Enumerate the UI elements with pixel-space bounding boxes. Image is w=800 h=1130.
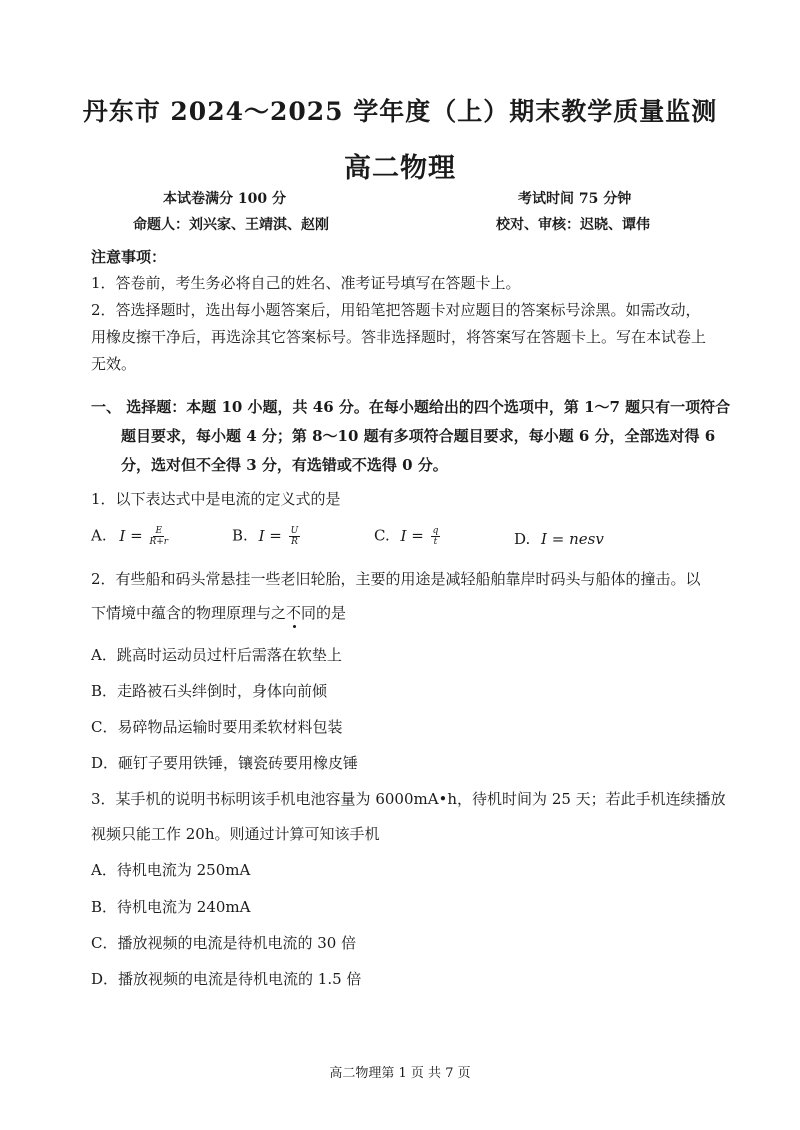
q1-d-label: D. (514, 530, 531, 548)
q2-emphasis-char: 不 (286, 604, 302, 622)
q1-a-numerator: E (155, 526, 163, 536)
q1-a-denominator: R+r (149, 537, 169, 547)
q1-b-eq: = (269, 526, 282, 545)
q2-option-b: B．走路被石头绊倒时，身体向前倾 (91, 682, 328, 700)
reviewers: 校对、审核：迟晓、谭伟 (496, 217, 650, 233)
q2-line-1: 2．有些船和码头常悬挂一些老旧轮胎，主要的用途是减轻船舶靠岸时码头与船体的撞击。以 (91, 570, 701, 588)
notes-item-2-line-2: 用橡皮擦干净后，再选涂其它答案标号。答非选择题时，将答案写在答题卡上。写在本试卷上 (91, 328, 707, 346)
q1-option-a (91, 526, 168, 547)
notes-item-1: 1．答卷前，考生务必将自己的姓名、准考证号填写在答题卡上。 (91, 274, 521, 292)
q1-c-eq: = (411, 526, 424, 545)
notes-item-2-line-1: 2．答选择题时，选出每小题答案后，用铅笔把答题卡对应题目的答案标号涂黑。如需改动， (91, 301, 701, 319)
q3-line-2: 视频只能工作 20h。则通过计算可知该手机 (91, 825, 380, 843)
q3-line-1: 3．某手机的说明书标明该手机电池容量为 6000mA•h，待机时间为 25 天；若此手机连续播放 (91, 790, 726, 808)
q1-d-var: I (541, 530, 547, 548)
section-1-line-2: 题目要求，每小题 4 分；第 8～10 题有多项符合题目要求，每小题 6 分，全部选对得 6 (121, 427, 716, 445)
q1-a-label: A. (91, 526, 107, 545)
exam-title: 丹东市 2024～2025 学年度（上）期末教学质量监测 (82, 97, 718, 126)
q1-stem: 1．以下表达式中是电流的定义式的是 (91, 490, 341, 508)
authors: 命题人：刘兴家、王靖淇、赵刚 (133, 217, 329, 233)
q3-option-d: D．播放视频的电流是待机电流的 1.5 倍 (91, 970, 362, 988)
q1-option-c (374, 526, 440, 547)
q2-line-2 (91, 602, 346, 623)
q2-line-2-pre: 下情境中蕴含的物理原理与之 (91, 604, 287, 622)
q1-a-var: I (119, 526, 126, 545)
q1-d-eq: = (551, 530, 565, 548)
q2-option-a: A．跳高时运动员过杆后需落在软垫上 (91, 646, 342, 664)
q1-c-label: C. (374, 526, 390, 545)
q1-c-var: I (400, 526, 407, 545)
q3-option-c: C．播放视频的电流是待机电流的 30 倍 (91, 934, 357, 952)
notes-item-2-line-3: 无效。 (91, 355, 137, 373)
q1-option-d (514, 530, 604, 548)
q1-b-denominator: R (291, 537, 298, 547)
q1-c-fraction (431, 526, 441, 547)
q1-b-numerator: U (290, 526, 299, 536)
page-footer: 高二物理第 1 页 共 7 页 (329, 1066, 471, 1081)
q1-a-eq: = (130, 526, 143, 545)
q1-a-fraction (149, 526, 168, 547)
q1-b-label: B. (232, 526, 248, 545)
q1-d-rhs: nesv (569, 530, 604, 548)
q2-line-2-post: 同的是 (301, 604, 347, 622)
q1-b-var: I (258, 526, 265, 545)
q2-option-c: C．易碎物品运输时要用柔软材料包装 (91, 718, 343, 736)
exam-subject: 高二物理 (344, 153, 456, 184)
notes-heading: 注意事项： (91, 248, 167, 266)
q2-option-d: D．砸钉子要用铁锤，镶瓷砖要用橡皮锤 (91, 754, 359, 772)
q1-c-numerator: q (432, 526, 439, 536)
section-1-line-3: 分，选对但不全得 3 分，有选错或不选得 0 分。 (121, 456, 448, 474)
full-score: 本试卷满分 100 分 (163, 191, 286, 207)
q3-option-a: A．待机电流为 250mA (91, 861, 251, 879)
q1-option-b (232, 526, 300, 547)
q1-c-denominator: t (433, 537, 438, 547)
exam-time: 考试时间 75 分钟 (518, 191, 632, 207)
q1-b-fraction (289, 526, 301, 547)
q3-option-b: B．待机电流为 240mA (91, 898, 251, 916)
section-1-line-1: 一、 选择题：本题 10 小题，共 46 分。在每小题给出的四个选项中，第 1～7 题只有一项符合 (91, 398, 731, 416)
